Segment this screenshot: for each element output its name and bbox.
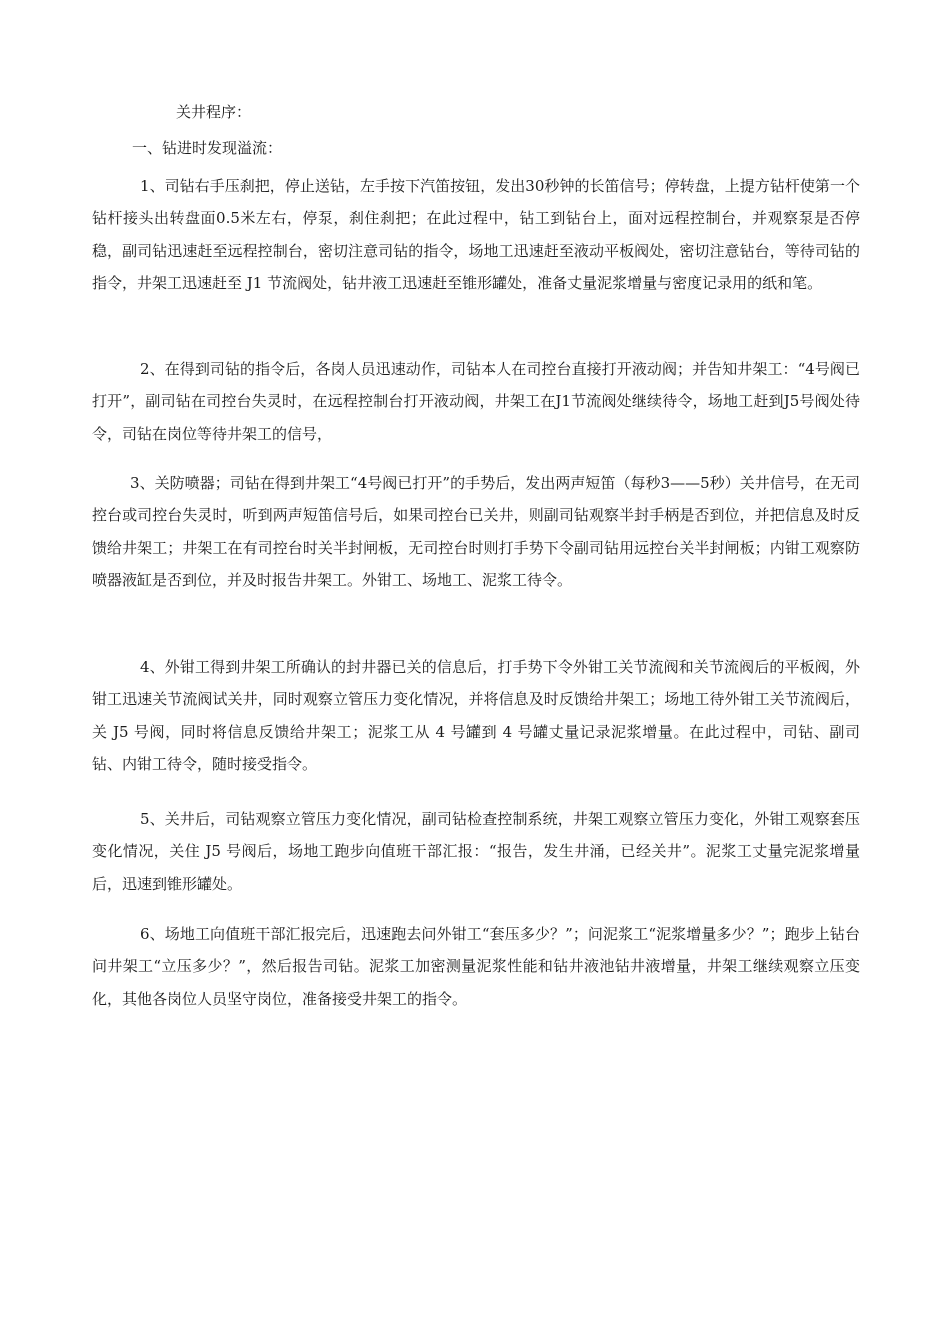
paragraph-step-3: 3、关防喷器；司钻在得到井架工“4号阀已打开”的手势后，发出两声短笛（每秒3——5秒）关井信号，在无司控台或司控台失灵时，听到两声短笛信号后，如果司控台已关井，则副司钻观察半封手柄是否到位，并把信息及时反馈给井架工；井架工在有司控台时关半封闸板，无司控台时则打手势下令副司钻用远控台关半封闸板；内钳工观察防喷器液缸是否到位，并及时报告井架工。外钳工、场地工、泥浆工待令。 bbox=[92, 474, 860, 589]
paragraph-step-6: 6、场地工向值班干部汇报完后，迅速跑去问外钳工“套压多少？”；问泥浆工“泥浆增量多少？”；跑步上钻台问井架工“立压多少？”，然后报告司钻。泥浆工加密测量泥浆性能和钻井液池钻井液增量，井架工继续观察立压变化，其他各岗位人员坚守岗位，准备接受井架工的指令。 bbox=[92, 925, 860, 1008]
section-heading: 一、钻进时发现溢流： bbox=[132, 139, 283, 157]
document-title: 关井程序： bbox=[176, 103, 252, 121]
paragraph-step-4: 4、外钳工得到井架工所确认的封井器已关的信息后，打手势下令外钳工关节流阀和关节流阀后的平板阀，外钳工迅速关节流阀试关井，同时观察立管压力变化情况，并将信息及时反馈给井架工；场地工待外钳工关节流阀后，关 J5 号阀，同时将信息反馈给井架工；泥浆工从 4 号罐到 4 号罐丈量记录泥浆增量。在此过程中，司钻、副司钻、内钳工待令，随时接受指令。 bbox=[92, 658, 860, 773]
paragraph-step-2: 2、在得到司钻的指令后，各岗人员迅速动作，司钻本人在司控台直接打开液动阀；并告知井架工：“4号阀已打开”，副司钻在司控台失灵时，在远程控制台打开液动阀，井架工在J1节流阀处继续待令，场地工赶到J5号阀处待令，司钻在岗位等待井架工的信号， bbox=[92, 360, 860, 443]
paragraph-step-5: 5、关井后，司钻观察立管压力变化情况，副司钻检查控制系统，井架工观察立管压力变化，外钳工观察套压变化情况，关住 J5 号阀后，场地工跑步向值班干部汇报：“报告，发生井涌，已经关井”。泥浆工丈量完泥浆增量后，迅速到锥形罐处。 bbox=[92, 810, 860, 893]
paragraph-step-1: 1、司钻右手压刹把，停止送钻，左手按下汽笛按钮，发出30秒钟的长笛信号；停转盘，上提方钻杆使第一个钻杆接头出转盘面0.5米左右，停泵，刹住刹把；在此过程中，钻工到钻台上，面对远程控制台，并观察泵是否停稳，副司钻迅速赶至远程控制台，密切注意司钻的指令，场地工迅速赶至液动平板阀处，密切注意钻台，等待司钻的指令，井架工迅速赶至 J1 节流阀处，钻井液工迅速赶至锥形罐处，准备丈量泥浆增量与密度记录用的纸和笔。 bbox=[92, 177, 860, 292]
